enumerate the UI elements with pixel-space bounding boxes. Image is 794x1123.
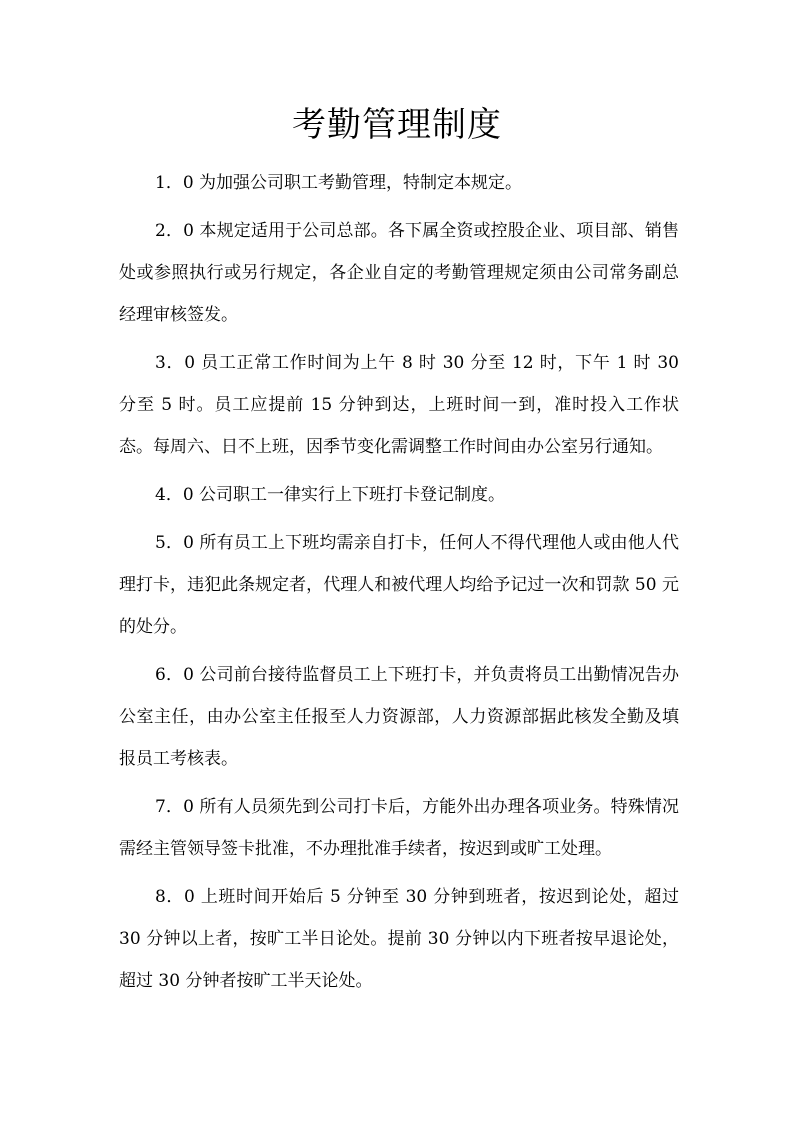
clause-5: 5．0 所有员工上下班均需亲自打卡，任何人不得代理他人或由他人代理打卡，违犯此条规定者，代理人和被代理人均给予记过一次和罚款 50 元的处分。	[119, 533, 679, 637]
clause-8: 8．0 上班时间开始后 5 分钟至 30 分钟到班者，按迟到论处，超过 30 分钟以上者，按旷工半日论处。提前 30 分钟以内下班者按早退论处，超过 30 分钟者按旷工半天论处。	[119, 887, 679, 991]
document-body	[119, 162, 679, 1008]
clause-6: 6．0 公司前台接待监督员工上下班打卡，并负责将员工出勤情况告办公室主任，由办公室主任报至人力资源部，人力资源部据此核发全勤及填报员工考核表。	[119, 665, 679, 769]
clause-3: 3．0 员工正常工作时间为上午 8 时 30 分至 12 时，下午 1 时 30 分至 5 时。员工应提前 15 分钟到达，上班时间一到，准时投入工作状态。每周六、日不上班，因季节变化需调整工作时间由办公室另行通知。	[119, 353, 679, 457]
document-title: 考勤管理制度	[292, 105, 502, 145]
clause-2: 2．0 本规定适用于公司总部。各下属全资或控股企业、项目部、销售处或参照执行或另行规定，各企业自定的考勤管理规定须由公司常务副总经理审核签发。	[119, 221, 679, 325]
clause-1: 1．0 为加强公司职工考勤管理，特制定本规定。	[155, 173, 523, 193]
clause-4: 4．0 公司职工一律实行上下班打卡登记制度。	[155, 485, 506, 505]
clause-7: 7．0 所有人员须先到公司打卡后，方能外出办理各项业务。特殊情况需经主管领导签卡批准，不办理批准手续者，按迟到或旷工处理。	[119, 797, 679, 859]
